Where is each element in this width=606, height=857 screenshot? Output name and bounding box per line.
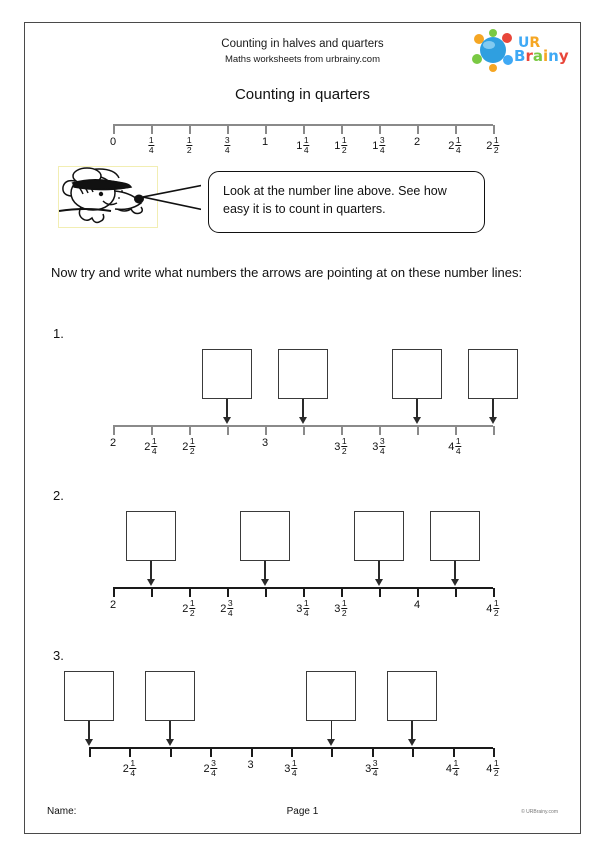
- number-line-tick: [189, 125, 191, 134]
- number-line-tick: [455, 426, 457, 435]
- number-line-tick: [113, 588, 115, 597]
- page-header-title: Counting in halves and quarters: [221, 38, 384, 50]
- number-line-tick-label: 2 $\frac{1}{4}$: [144, 436, 157, 456]
- question-number-2: 2.: [53, 488, 64, 503]
- arrow-head: [166, 739, 174, 746]
- number-line-tick: [455, 125, 457, 134]
- logo-text-ur: UR: [518, 35, 541, 51]
- answer-box[interactable]: [430, 511, 480, 561]
- number-line-tick-label: 3: [247, 759, 254, 771]
- number-line-tick: [265, 588, 267, 597]
- number-line-tick-label: 0: [109, 136, 117, 148]
- number-line-tick-label: 3: [261, 437, 269, 449]
- page-title: Counting in quarters: [234, 86, 371, 103]
- number-line-tick-label: 2: [109, 599, 117, 611]
- arrow-head: [375, 579, 383, 586]
- arrow-stem: [492, 399, 494, 418]
- number-line-tick-label: 3 $\frac{1}{2}$: [334, 598, 347, 618]
- answer-box[interactable]: [387, 671, 437, 721]
- number-line-tick: [341, 125, 343, 134]
- number-line-tick-label: $\frac{1}{2}$: [186, 135, 192, 155]
- number-line-tick: [151, 125, 153, 134]
- number-line-tick: [227, 588, 229, 597]
- answer-box[interactable]: [64, 671, 114, 721]
- number-line-tick-label: 3 $\frac{1}{2}$: [334, 436, 347, 456]
- arrow-head: [327, 739, 335, 746]
- number-line-tick: [379, 426, 381, 435]
- speech-bubble-tail: [143, 181, 211, 213]
- number-line-tick: [265, 426, 267, 435]
- globe-icon: [470, 29, 516, 73]
- page-header-subtitle: Maths worksheets from urbrainy.com: [224, 54, 381, 65]
- number-line-tick: [417, 426, 419, 435]
- number-line-tick: [493, 588, 495, 597]
- arrow-stem: [331, 721, 333, 740]
- footer-name-label: Name:: [47, 806, 77, 817]
- arrow-head: [413, 417, 421, 424]
- question-number-3: 3.: [53, 648, 64, 663]
- arrow-head: [223, 417, 231, 424]
- number-line-tick: [227, 125, 229, 134]
- answer-box[interactable]: [468, 349, 518, 399]
- number-line-tick: [341, 588, 343, 597]
- question-3-number-line[interactable]: [89, 641, 499, 778]
- urbrainy-logo: [470, 29, 585, 75]
- arrow-stem: [169, 721, 171, 740]
- number-line-tick: [113, 125, 115, 134]
- answer-box[interactable]: [202, 349, 252, 399]
- number-line-tick-label: 1: [261, 136, 269, 148]
- number-line-tick-label: 2 $\frac{1}{4}$: [448, 135, 461, 155]
- number-line-tick: [493, 748, 495, 757]
- number-line-tick: [291, 748, 293, 757]
- footer-copyright: © URBrainy.com: [521, 809, 558, 815]
- answer-box[interactable]: [354, 511, 404, 561]
- answer-box[interactable]: [392, 349, 442, 399]
- arrow-head: [489, 417, 497, 424]
- answer-box[interactable]: [278, 349, 328, 399]
- number-line-tick: [417, 588, 419, 597]
- number-line-tick-label: 4: [413, 599, 421, 611]
- number-line-tick: [455, 588, 457, 597]
- number-line-tick-label: $\frac{3}{4}$: [224, 135, 230, 155]
- number-line-tick: [227, 426, 229, 435]
- number-line-tick-label: 4 $\frac{1}{2}$: [486, 758, 499, 778]
- number-line-tick-label: 2 $\frac{1}{4}$: [122, 758, 136, 778]
- number-line-tick-label: 2 $\frac{1}{2}$: [486, 135, 499, 155]
- speech-bubble-text: Look at the number line above. See how easy it is to count in quarters.: [223, 184, 447, 216]
- number-line-tick-label: 3 $\frac{1}{4}$: [284, 758, 297, 778]
- number-line-tick: [170, 748, 172, 757]
- example-number-line: [109, 124, 499, 164]
- arrow-stem: [411, 721, 413, 740]
- number-line-tick-label: 4 $\frac{1}{4}$: [448, 436, 461, 456]
- number-line-tick-label: 2 $\frac{1}{2}$: [182, 436, 195, 456]
- arrow-stem: [150, 561, 152, 580]
- arrow-stem: [454, 561, 456, 580]
- number-line-tick: [303, 588, 305, 597]
- number-line-tick: [379, 125, 381, 134]
- arrow-head: [451, 579, 459, 586]
- answer-box[interactable]: [240, 511, 290, 561]
- answer-box[interactable]: [145, 671, 195, 721]
- number-line-tick: [113, 426, 115, 435]
- number-line-tick-label: 1 $\frac{1}{2}$: [334, 135, 347, 155]
- arrow-stem: [88, 721, 90, 740]
- number-line-tick: [89, 748, 91, 757]
- arrow-stem: [416, 399, 418, 418]
- number-line-tick-label: $\frac{1}{4}$: [148, 135, 154, 155]
- number-line-tick: [379, 588, 381, 597]
- speech-bubble: [208, 171, 485, 233]
- answer-box[interactable]: [306, 671, 356, 721]
- arrow-head: [147, 579, 155, 586]
- number-line-tick-label: 2 $\frac{1}{2}$: [182, 598, 195, 618]
- arrow-head: [408, 739, 416, 746]
- number-line-tick-label: 1 $\frac{3}{4}$: [372, 135, 385, 155]
- number-line-tick-label: 2: [413, 136, 421, 148]
- number-line-tick-label: 2: [109, 437, 117, 449]
- arrow-stem: [264, 561, 266, 580]
- number-line-tick-label: 4 $\frac{1}{4}$: [445, 758, 459, 778]
- number-line-tick: [493, 426, 495, 435]
- number-line-tick-label: 4 $\frac{1}{2}$: [486, 598, 499, 618]
- number-line-tick: [251, 748, 253, 757]
- number-line-tick: [341, 426, 343, 435]
- question-1-number-line[interactable]: [109, 319, 493, 456]
- number-line-tick: [453, 748, 455, 757]
- arrow-head: [299, 417, 307, 424]
- number-line-tick: [189, 426, 191, 435]
- number-line-tick: [417, 125, 419, 134]
- number-line-tick: [129, 748, 131, 757]
- number-line-tick-label: 3 $\frac{3}{4}$: [372, 436, 385, 456]
- arrow-stem: [302, 399, 304, 418]
- number-line-tick: [303, 426, 305, 435]
- worksheet-page: [24, 22, 581, 834]
- number-line-tick-label: 3 $\frac{1}{4}$: [296, 598, 309, 618]
- question-2-number-line[interactable]: [109, 481, 499, 618]
- number-line-tick: [189, 588, 191, 597]
- answer-box[interactable]: [126, 511, 176, 561]
- number-line-tick: [210, 748, 212, 757]
- question-number-1: 1.: [53, 326, 64, 341]
- number-line-tick-label: 1 $\frac{1}{4}$: [296, 135, 309, 155]
- arrow-head: [261, 579, 269, 586]
- number-line-tick: [331, 748, 333, 757]
- number-line-tick-label: 2 $\frac{3}{4}$: [203, 758, 216, 778]
- number-line-tick: [151, 426, 153, 435]
- instructions-text: Now try and write what numbers the arrows are pointing at on these number lines:: [51, 265, 523, 280]
- number-line-tick: [303, 125, 305, 134]
- footer-page-label: Page 1: [286, 806, 319, 817]
- number-line-tick-label: 2 $\frac{3}{4}$: [220, 598, 233, 618]
- number-line-tick: [412, 748, 414, 757]
- number-line-tick: [265, 125, 267, 134]
- arrow-stem: [378, 561, 380, 580]
- number-line-tick-label: 3 $\frac{3}{4}$: [365, 758, 378, 778]
- arrow-stem: [226, 399, 228, 418]
- logo-text-brainy: Brainy: [514, 47, 569, 65]
- number-line-tick: [493, 125, 495, 134]
- number-line-tick: [151, 588, 153, 597]
- number-line-tick: [372, 748, 374, 757]
- arrow-head: [85, 739, 93, 746]
